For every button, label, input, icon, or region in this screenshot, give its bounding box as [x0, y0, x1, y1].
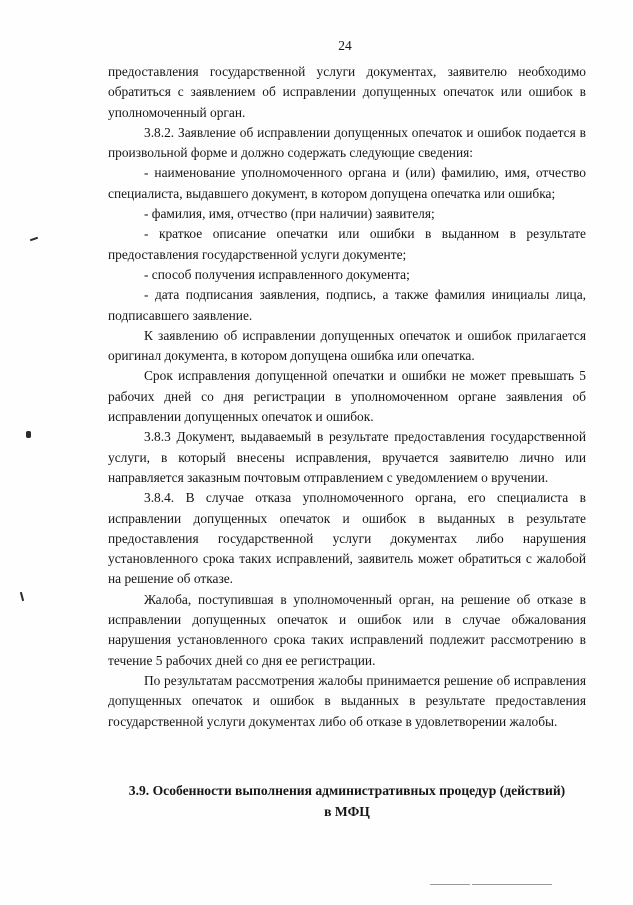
section-heading [108, 780, 586, 822]
section-heading-line-1: 3.9. Особенности выполнения административных процедур (действий) [128, 783, 566, 798]
scan-artifact-mark [26, 431, 31, 438]
paragraph-6: - способ получения исправленного документа; [144, 266, 410, 282]
paragraph-11: 3.8.4. В случае отказа уполномоченного органа, его специалиста в исправлении допущенных опечаток и ошибок в выданных в результате предоставления государственной услуги документах либо нарушения установленного срока таких исправлений, заявитель может обратиться с жалобой на решение об отказе. [108, 490, 586, 587]
paragraph-2: 3.8.2. Заявление об исправлении допущенных опечаток и ошибок подается в произвольной форме и должно содержать следующие сведения: [108, 124, 586, 161]
paragraph-1: предоставления государственной услуги документах, заявителю необходимо обратиться с заявлением об исправлении допущенных опечаток или ошибок в уполномоченный орган. [108, 64, 586, 120]
paragraph-4: - фамилия, имя, отчество (при наличии) заявителя; [144, 206, 435, 222]
scan-artifact-mark [20, 592, 24, 601]
paragraph-3: - наименование уполномоченного органа и (или) фамилию, имя, отчество специалиста, выдавшего документ, в котором допущена опечатка или ошибка; [108, 165, 586, 201]
scan-artifact-line [472, 884, 552, 885]
paragraph-12: Жалоба, поступившая в уполномоченный орган, на решение об отказе в исправлении допущенных опечаток и ошибок или в случае обжалования нарушения установленного срока таких исправлений подлежит рассмотрению в течение 5 рабочих дней со дня ее регистрации. [108, 591, 586, 668]
section-heading-line-2: в МФЦ [324, 804, 370, 819]
paragraph-9: Срок исправления допущенной опечатки и ошибки не может превышать 5 рабочих дней со дня регистрации в уполномоченном органе заявления об исправлении допущенных опечаток и ошибок. [108, 368, 586, 425]
scan-artifact-line [430, 884, 470, 885]
paragraph-7: - дата подписания заявления, подпись, а также фамилия инициалы лица, подписавшего заявление. [108, 287, 586, 323]
paragraph-10: 3.8.3 Документ, выдаваемый в результате предоставления государственной услуги, в который внесены исправления, вручается заявителю лично или направляется заказным почтовым отправлением с уведомлением о вручении. [108, 429, 586, 485]
page-number: 24 [338, 38, 352, 53]
paragraph-8: К заявлению об исправлении допущенных опечаток и ошибок прилагается оригинал документа, в котором допущена ошибка или опечатка. [108, 327, 586, 364]
body-text [108, 62, 586, 732]
scan-artifact-mark [30, 237, 38, 242]
paragraph-5: - краткое описание опечатки или ошибки в выданном в результате предоставления государственной услуги документе; [108, 226, 586, 262]
paragraph-13: По результатам рассмотрения жалобы принимается решение об исправления допущенных опечаток и ошибок в выданных в результате предоставления государственной услуги документах либо об отказе в удовлетворении жалобы. [108, 672, 586, 729]
